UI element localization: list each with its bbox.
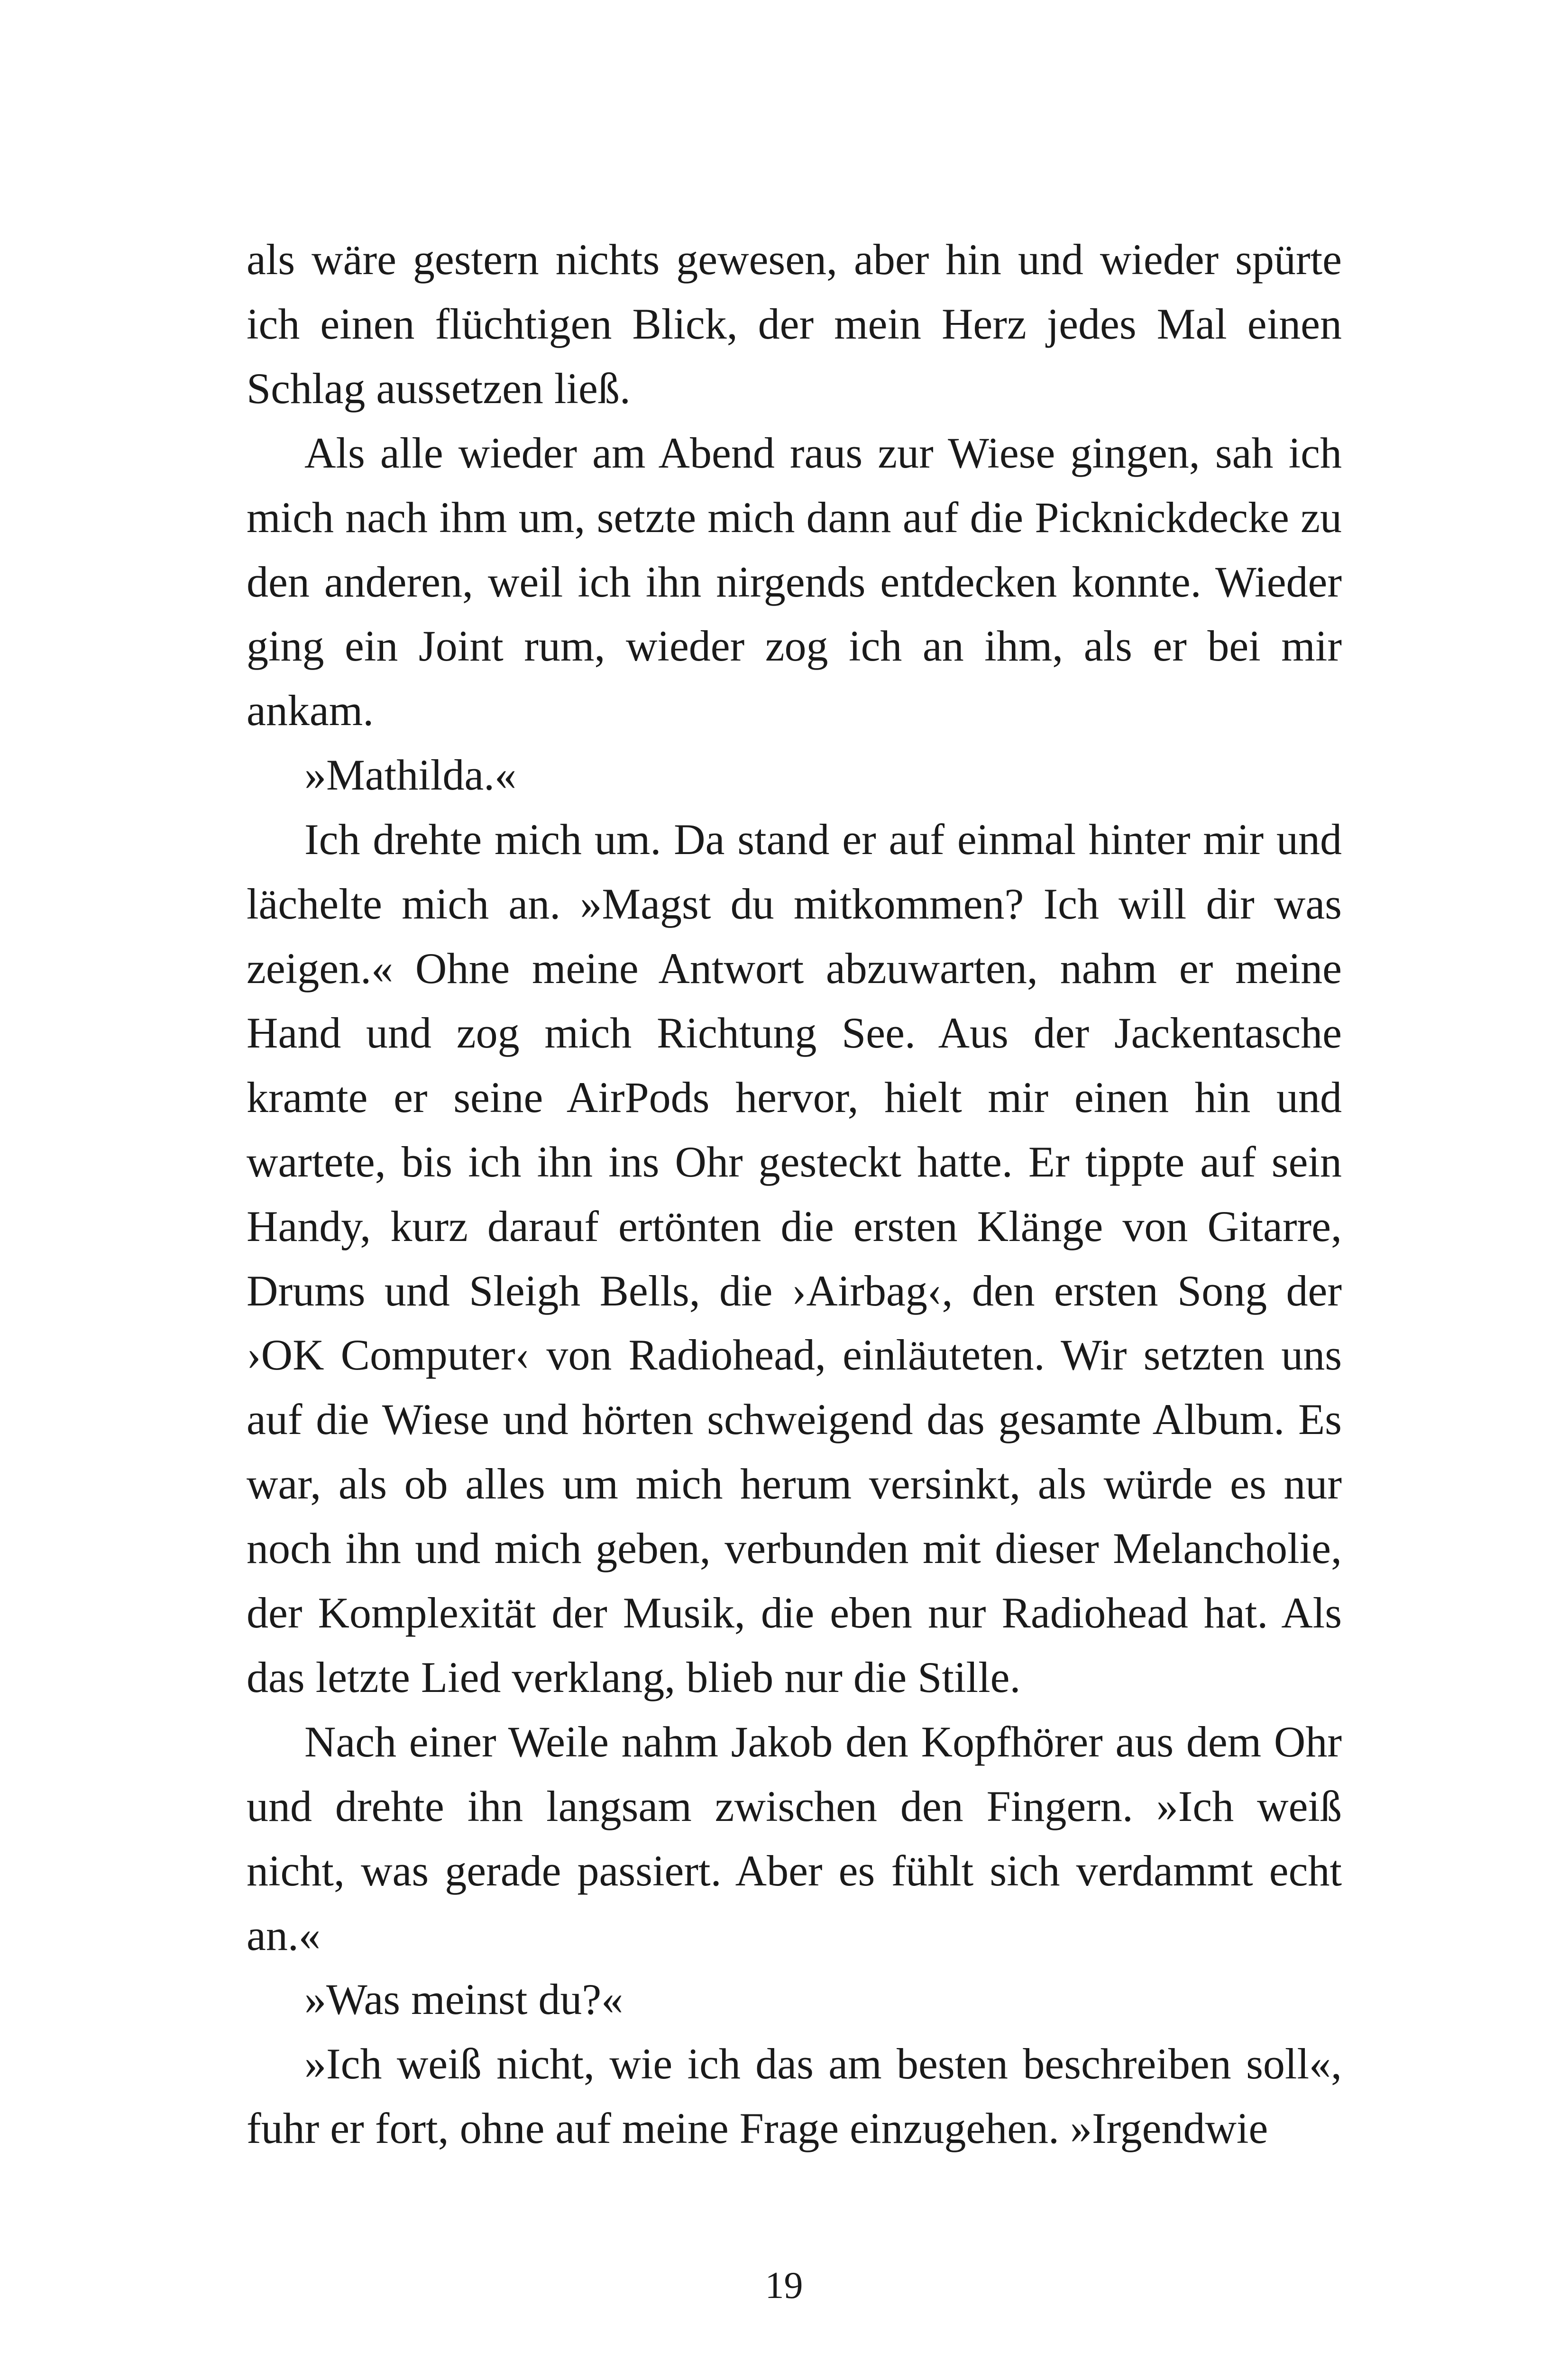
body-text [247, 228, 1342, 2161]
paragraph: »Mathilda.« [304, 751, 517, 800]
paragraph: als wäre gestern nichts gewesen, aber hin und wieder spürte ich einen flüchtigen Blick, der mein Herz jedes Mal einen Schlag aussetzen ließ. [247, 235, 1342, 413]
paragraph: Ich drehte mich um. Da stand er auf einmal hinter mir und lächelte mich an. »Magst du mitkommen? Ich will dir was zeigen.« Ohne meine Antwort abzuwarten, nahm er meine Hand und zog mich Richtung See. Aus der Jackentasche kramte er seine AirPods hervor, hielt mir einen hin und wartete, bis ich ihn ins Ohr gesteckt hatte. Er tippte auf sein Handy, kurz darauf ertönten die ersten Klänge von Gitarre, Drums und Sleigh Bells, die ›Airbag‹, den ersten Song der ›OK Computer‹ von Radiohead, einläuteten. Wir setzten uns auf die Wiese und hörten schweigend das gesamte Album. Es war, als ob alles um mich herum versinkt, als würde es nur noch ihn und mich geben, verbunden mit dieser Melancholie, der Komplexität der Musik, die eben nur Radiohead hat. Als das letzte Lied verklang, blieb nur die Stille. [247, 815, 1342, 1701]
page-number: 19 [765, 2265, 803, 2307]
paragraph: Als alle wieder am Abend raus zur Wiese gingen, sah ich mich nach ihm um, setzte mich dann auf die Picknickdecke zu den anderen, weil ich ihn nirgends entdecken konnte. Wieder ging ein Joint rum, wieder zog ich an ihm, als er bei mir ankam. [247, 428, 1342, 735]
paragraph: »Ich weiß nicht, wie ich das am besten beschreiben soll«, fuhr er fort, ohne auf meine Frage einzugehen. »Irgendwie [247, 2040, 1342, 2153]
paragraph: »Was meinst du?« [304, 1975, 624, 2024]
paragraph: Nach einer Weile nahm Jakob den Kopfhörer aus dem Ohr und drehte ihn langsam zwischen den Fingern. »Ich weiß nicht, was gerade passiert. Aber es fühlt sich verdammt echt an.« [247, 1717, 1342, 1959]
